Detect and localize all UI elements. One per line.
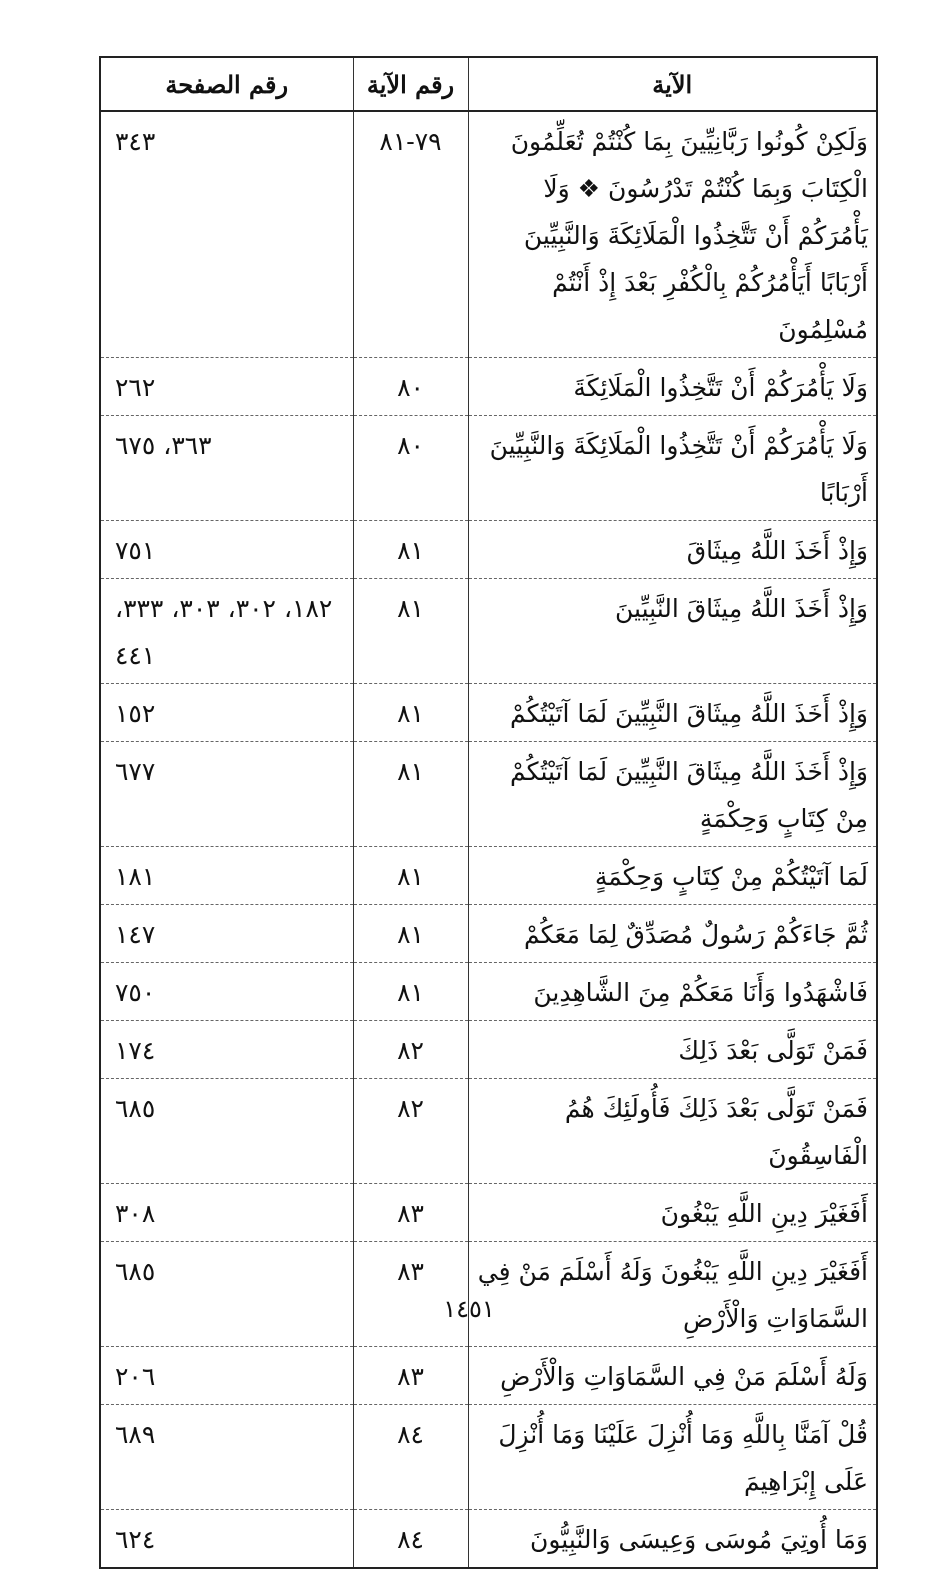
table-row: [100, 684, 877, 742]
page-number: ١٤٥١: [443, 1295, 495, 1323]
ayah-cell: ٨١: [353, 579, 468, 684]
table-row: [100, 416, 877, 521]
page-cell: ١٨١: [100, 847, 353, 905]
page-cell: ٢٠٦: [100, 1347, 353, 1405]
ayah-cell: ٧٩-٨١: [353, 111, 468, 358]
verse-cell: وَإِذْ أَخَذَ اللَّهُ مِيثَاقَ النَّبِيِّينَ: [468, 579, 877, 684]
verse-cell: لَمَا آتَيْتُكُمْ مِنْ كِتَابٍ وَحِكْمَةٍ: [468, 847, 877, 905]
verse-cell: أَفَغَيْرَ دِينِ اللَّهِ يَبْغُونَ وَلَهُ أَسْلَمَ مَنْ فِي السَّمَاوَاتِ وَالْأَرْضِ: [468, 1242, 877, 1347]
table-row: [100, 579, 877, 684]
ayah-cell: ٨٣: [353, 1242, 468, 1347]
verse-cell: فَمَنْ تَوَلَّى بَعْدَ ذَلِكَ فَأُولَئِكَ هُمُ الْفَاسِقُونَ: [468, 1079, 877, 1184]
header-ayah-number: رقم الآية: [353, 57, 468, 111]
page-cell: ٣٠٨: [100, 1184, 353, 1242]
verse-cell: وَلَا يَأْمُرَكُمْ أَنْ تَتَّخِذُوا الْمَلَائِكَةَ وَالنَّبِيِّينَ أَرْبَابًا: [468, 416, 877, 521]
table-row: [100, 905, 877, 963]
ayah-cell: ٨١: [353, 684, 468, 742]
table-row: [100, 1079, 877, 1184]
verse-cell: وَإِذْ أَخَذَ اللَّهُ مِيثَاقَ: [468, 521, 877, 579]
verse-cell: وَلَكِنْ كُونُوا رَبَّانِيِّينَ بِمَا كُنْتُمْ تُعَلِّمُونَ الْكِتَابَ وَبِمَا كُنْتُمْ تَدْرُسُونَ ❖ وَلَا يَأْمُرَكُمْ أَنْ تَتَّخِذُوا الْمَلَائِكَةَ وَالنَّبِيِّينَ أَرْبَابًا أَيَأْمُرُكُمْ بِالْكُفْرِ بَعْدَ إِذْ أَنْتُمْ مُسْلِمُونَ: [468, 111, 877, 358]
ayah-cell: ٨١: [353, 905, 468, 963]
table-row: [100, 1405, 877, 1510]
page-cell: ٦٨٥: [100, 1079, 353, 1184]
ayah-cell: ٨٤: [353, 1405, 468, 1510]
verse-cell: فَمَنْ تَوَلَّى بَعْدَ ذَلِكَ: [468, 1021, 877, 1079]
table-row: [100, 521, 877, 579]
ayah-cell: ٨١: [353, 742, 468, 847]
header-page-number: رقم الصفحة: [100, 57, 353, 111]
ayah-cell: ٨٢: [353, 1021, 468, 1079]
table-row: [100, 742, 877, 847]
verse-index-table: [99, 56, 878, 1569]
ayah-cell: ٨١: [353, 847, 468, 905]
ayah-cell: ٨٣: [353, 1347, 468, 1405]
table-row: [100, 1242, 877, 1347]
ayah-cell: ٨٠: [353, 416, 468, 521]
table-row: [100, 847, 877, 905]
page-cell: ٣٤٣: [100, 111, 353, 358]
ayah-cell: ٨٤: [353, 1510, 468, 1569]
ayah-cell: ٨١: [353, 963, 468, 1021]
page-cell: ٢٦٢: [100, 358, 353, 416]
table-row: [100, 1184, 877, 1242]
table-row: [100, 963, 877, 1021]
page-cell: ٦٢٤: [100, 1510, 353, 1569]
page-cell: ٧٥١: [100, 521, 353, 579]
header-verse: الآية: [468, 57, 877, 111]
verse-cell: وَلَهُ أَسْلَمَ مَنْ فِي السَّمَاوَاتِ وَالْأَرْضِ: [468, 1347, 877, 1405]
verse-cell: وَإِذْ أَخَذَ اللَّهُ مِيثَاقَ النَّبِيِّينَ لَمَا آتَيْتُكُمْ: [468, 684, 877, 742]
table-row: [100, 111, 877, 358]
ayah-cell: ٨١: [353, 521, 468, 579]
verse-cell: أَفَغَيْرَ دِينِ اللَّهِ يَبْغُونَ: [468, 1184, 877, 1242]
page-cell: ١٧٤: [100, 1021, 353, 1079]
table-row: [100, 1510, 877, 1569]
table-header-row: [100, 57, 877, 111]
page-cell: ٦٨٩: [100, 1405, 353, 1510]
page-cell: ٦٨٥: [100, 1242, 353, 1347]
table-row: [100, 1347, 877, 1405]
page-cell: ١٥٢: [100, 684, 353, 742]
table-row: [100, 358, 877, 416]
ayah-cell: ٨٢: [353, 1079, 468, 1184]
page-cell: ٧٥٠: [100, 963, 353, 1021]
table-row: [100, 1021, 877, 1079]
page-cell: ٦٧٧: [100, 742, 353, 847]
page-cell: ١٨٢، ٣٠٢، ٣٠٣، ٣٣٣، ٤٤١: [100, 579, 353, 684]
verse-cell: قُلْ آمَنَّا بِاللَّهِ وَمَا أُنْزِلَ عَلَيْنَا وَمَا أُنْزِلَ عَلَى إِبْرَاهِيمَ: [468, 1405, 877, 1510]
verse-cell: فَاشْهَدُوا وَأَنَا مَعَكُمْ مِنَ الشَّاهِدِينَ: [468, 963, 877, 1021]
ayah-cell: ٨٣: [353, 1184, 468, 1242]
verse-cell: وَلَا يَأْمُرَكُمْ أَنْ تَتَّخِذُوا الْمَلَائِكَةَ: [468, 358, 877, 416]
verse-cell: ثُمَّ جَاءَكُمْ رَسُولٌ مُصَدِّقٌ لِمَا مَعَكُمْ: [468, 905, 877, 963]
ayah-cell: ٨٠: [353, 358, 468, 416]
verse-cell: وَمَا أُوتِيَ مُوسَى وَعِيسَى وَالنَّبِيُّونَ: [468, 1510, 877, 1569]
verse-cell: وَإِذْ أَخَذَ اللَّهُ مِيثَاقَ النَّبِيِّينَ لَمَا آتَيْتُكُمْ مِنْ كِتَابٍ وَحِكْمَةٍ: [468, 742, 877, 847]
page-cell: ٣٦٣، ٦٧٥: [100, 416, 353, 521]
page-cell: ١٤٧: [100, 905, 353, 963]
